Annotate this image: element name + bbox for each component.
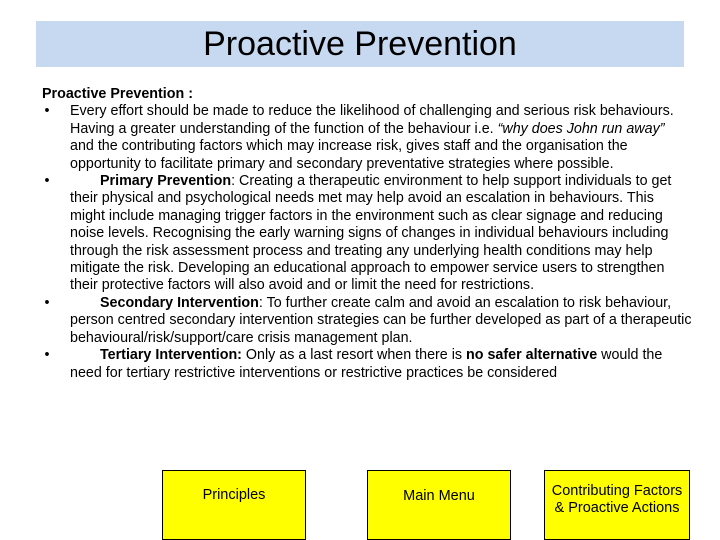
title-bar bbox=[36, 21, 684, 67]
slide-content bbox=[42, 86, 692, 382]
principles-button-label: Principles bbox=[202, 487, 266, 503]
bullet-quote: “why does John run away” bbox=[497, 120, 665, 137]
bullet-text: and the contributing factors which may increase risk, gives staff and the organisation the opportunity to facilitate primary and secondary preventative strategies where possible. bbox=[70, 138, 628, 172]
tertiary-intervention-label: Tertiary Intervention: bbox=[100, 347, 242, 364]
bullet-tertiary-intervention bbox=[42, 347, 692, 382]
content-heading: Proactive Prevention : bbox=[42, 86, 193, 102]
no-safer-alternative-text: no safer alternative bbox=[466, 347, 598, 364]
bullet-dot-icon: • bbox=[44, 347, 50, 364]
bullet-text: would the need for tertiary restrictive interventions or restrictive practices be considered bbox=[70, 347, 663, 381]
bullet-dot-icon: • bbox=[44, 294, 50, 311]
slide-title: Proactive Prevention bbox=[203, 25, 517, 63]
bullet-secondary-intervention bbox=[42, 295, 692, 347]
bullet-primary-prevention bbox=[42, 173, 692, 295]
bullet-dot-icon: • bbox=[44, 173, 50, 190]
bullet-function-of-behaviour bbox=[42, 103, 692, 173]
bullet-dot-icon: • bbox=[44, 103, 50, 120]
primary-prevention-label: Primary Prevention bbox=[100, 173, 232, 190]
secondary-intervention-label: Secondary Intervention bbox=[100, 294, 259, 311]
principles-button[interactable] bbox=[162, 470, 306, 540]
main-menu-button-label: Main Menu bbox=[403, 488, 475, 504]
main-menu-button[interactable] bbox=[367, 470, 511, 540]
contributing-factors-button-label: Contributing Factors & Proactive Actions bbox=[551, 483, 683, 516]
bullet-text: Every effort should be made to reduce the likelihood of challenging and serious risk behaviours. Having a greater understanding of the function of the behaviour i.e. bbox=[70, 103, 674, 137]
contributing-factors-button[interactable] bbox=[544, 470, 690, 540]
bullet-text: : Creating a therapeutic environment to help support individuals to get their physical and psychological needs met may help avoid an escalation in behaviours. This might include managing trigger factors in the environment such as clear signage and reducing noise levels. Recognising the early warning signs of changes in individual behaviours including through the risk assessment process and treating any underlying health conditions may help mitigate the risk. Developing an educational approach to empower service users to strengthen their protective factors will also avoid and or limit the need for restrictions. bbox=[70, 173, 672, 294]
bullet-text: Only as a last resort when there is bbox=[241, 347, 467, 364]
bullet-text: : To further create calm and avoid an escalation to risk behaviour, person centred secondary intervention strategies can be further developed as part of a therapeutic behavioural/risk/support/care crisis management plan. bbox=[70, 294, 692, 346]
